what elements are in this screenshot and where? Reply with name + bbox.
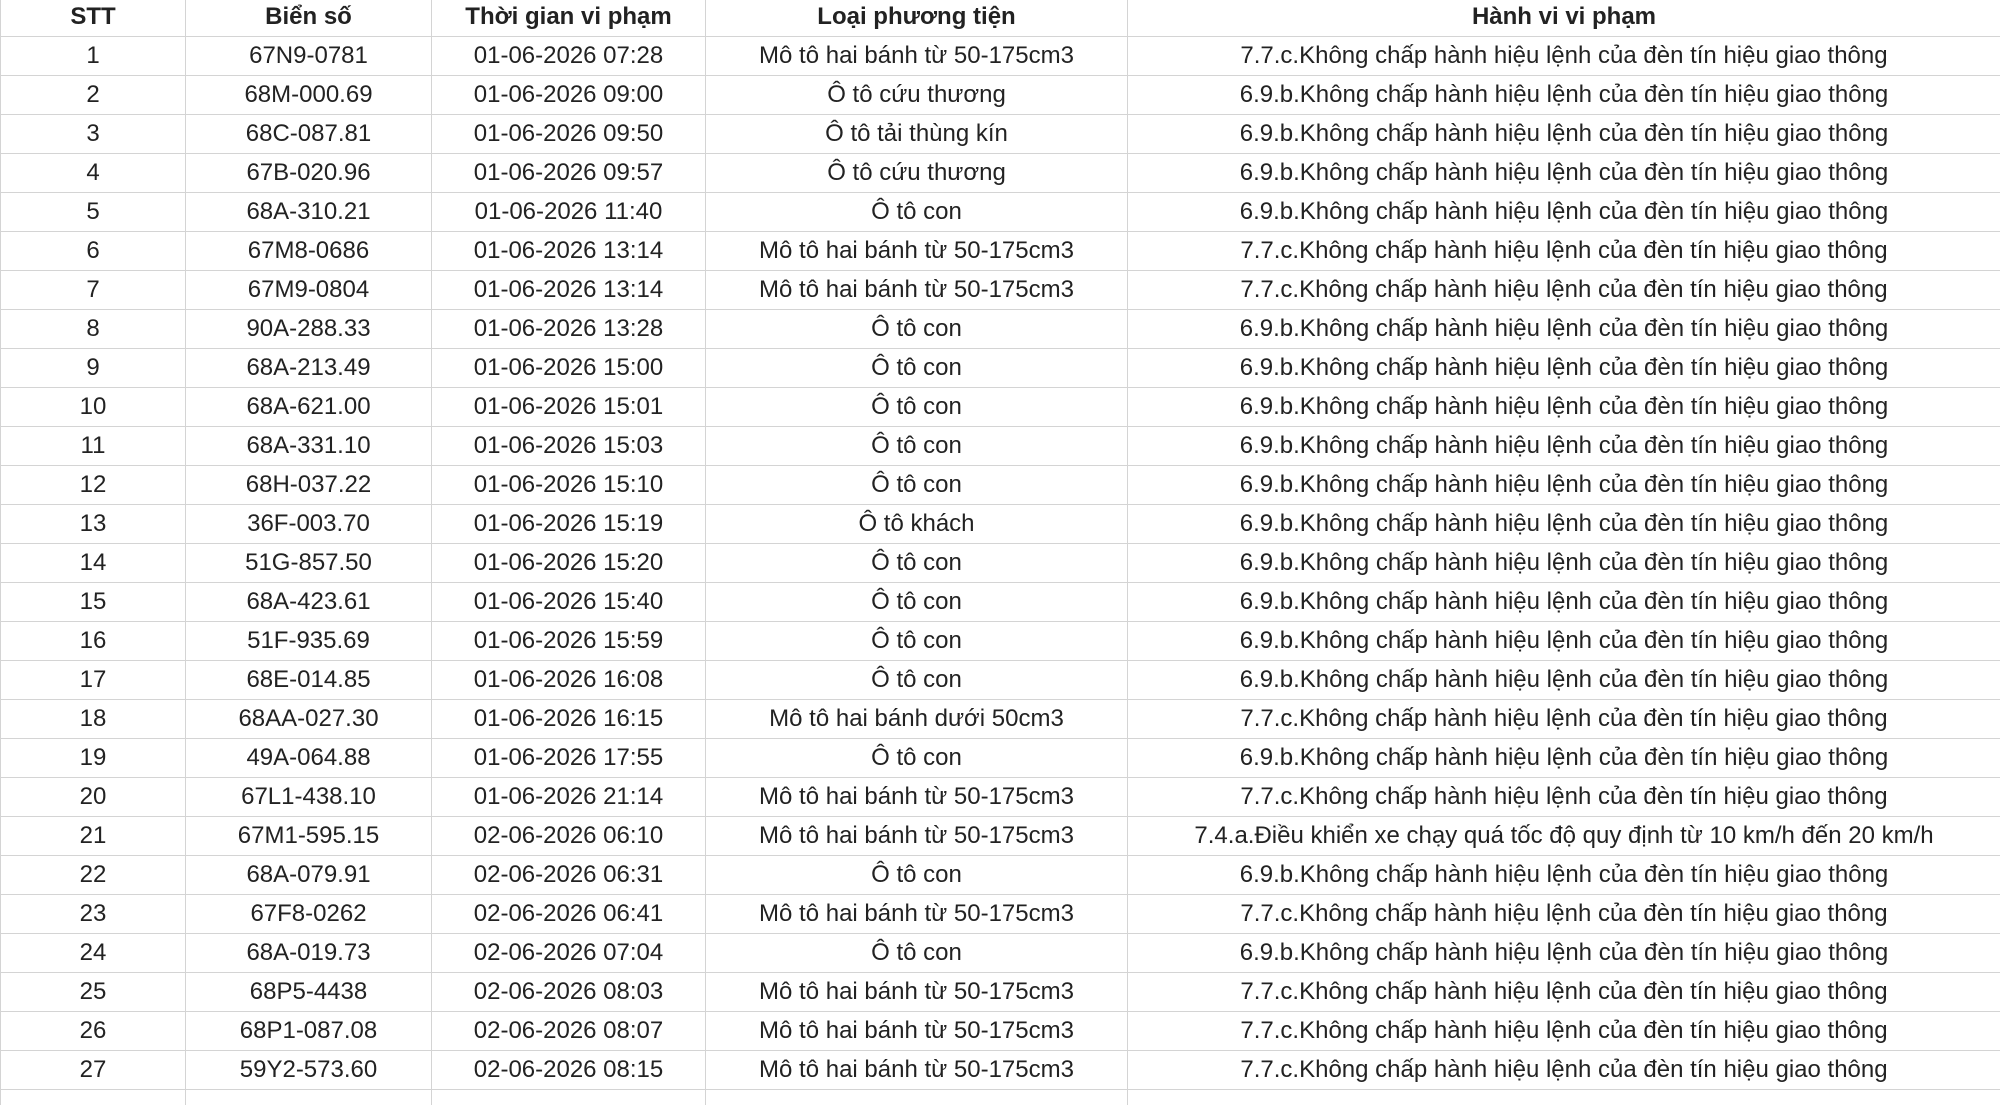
empty-cell[interactable] [432,1090,706,1105]
cell-vehicle-type[interactable]: Ô tô con [706,388,1128,427]
cell-violation[interactable]: 6.9.b.Không chấp hành hiệu lệnh của đèn tín hiệu giao thông [1128,76,2000,115]
table-row [1,622,2000,661]
cell-time[interactable]: 01-06-2026 07:28 [432,37,706,76]
cell-violation[interactable]: 7.7.c.Không chấp hành hiệu lệnh của đèn tín hiệu giao thông [1128,37,2000,76]
header-cell-plate[interactable]: Biển số [186,0,432,37]
table-row [1,856,2000,895]
cell-plate[interactable]: 68A-331.10 [186,427,432,466]
table-row [1,895,2000,934]
cell-stt[interactable]: 7 [1,271,186,310]
cell-plate[interactable]: 67F8-0262 [186,895,432,934]
cell-stt[interactable]: 26 [1,1012,186,1051]
cell-plate[interactable]: 68P5-4438 [186,973,432,1012]
cell-violation[interactable]: 6.9.b.Không chấp hành hiệu lệnh của đèn tín hiệu giao thông [1128,661,2000,700]
cell-vehicle-type[interactable]: Ô tô tải thùng kín [706,115,1128,154]
cell-stt[interactable]: 19 [1,739,186,778]
cell-plate[interactable]: 51F-935.69 [186,622,432,661]
cell-plate[interactable]: 67M9-0804 [186,271,432,310]
cell-time[interactable]: 01-06-2026 09:00 [432,76,706,115]
cell-time[interactable]: 01-06-2026 16:08 [432,661,706,700]
cell-stt[interactable]: 18 [1,700,186,739]
cell-plate[interactable]: 90A-288.33 [186,310,432,349]
cell-stt[interactable]: 2 [1,76,186,115]
cell-time[interactable]: 01-06-2026 15:19 [432,505,706,544]
cell-vehicle-type[interactable]: Mô tô hai bánh từ 50-175cm3 [706,778,1128,817]
cell-vehicle-type[interactable]: Ô tô con [706,739,1128,778]
cell-violation[interactable]: 6.9.b.Không chấp hành hiệu lệnh của đèn tín hiệu giao thông [1128,583,2000,622]
header-cell-violation[interactable]: Hành vi vi phạm [1128,0,2000,37]
cell-stt[interactable]: 6 [1,232,186,271]
empty-row [1,1090,2000,1105]
table-row [1,778,2000,817]
cell-violation[interactable]: 7.7.c.Không chấp hành hiệu lệnh của đèn tín hiệu giao thông [1128,1051,2000,1090]
table-row [1,271,2000,310]
cell-violation[interactable]: 7.7.c.Không chấp hành hiệu lệnh của đèn tín hiệu giao thông [1128,1012,2000,1051]
cell-time[interactable]: 01-06-2026 15:40 [432,583,706,622]
empty-cell[interactable] [1,1090,186,1105]
cell-plate[interactable]: 68A-621.00 [186,388,432,427]
cell-stt[interactable]: 23 [1,895,186,934]
cell-time[interactable]: 01-06-2026 17:55 [432,739,706,778]
table-row [1,661,2000,700]
cell-vehicle-type[interactable]: Mô tô hai bánh từ 50-175cm3 [706,1051,1128,1090]
cell-vehicle-type[interactable]: Ô tô con [706,856,1128,895]
table-row [1,934,2000,973]
cell-time[interactable]: 02-06-2026 06:10 [432,817,706,856]
cell-vehicle-type[interactable]: Ô tô con [706,349,1128,388]
table-row [1,232,2000,271]
cell-vehicle-type[interactable]: Ô tô con [706,583,1128,622]
table-row [1,1051,2000,1090]
cell-violation[interactable]: 6.9.b.Không chấp hành hiệu lệnh của đèn tín hiệu giao thông [1128,388,2000,427]
cell-time[interactable]: 01-06-2026 13:14 [432,271,706,310]
cell-violation[interactable]: 6.9.b.Không chấp hành hiệu lệnh của đèn tín hiệu giao thông [1128,154,2000,193]
cell-violation[interactable]: 6.9.b.Không chấp hành hiệu lệnh của đèn tín hiệu giao thông [1128,427,2000,466]
cell-violation[interactable]: 7.7.c.Không chấp hành hiệu lệnh của đèn tín hiệu giao thông [1128,700,2000,739]
table-row [1,349,2000,388]
cell-vehicle-type[interactable]: Mô tô hai bánh từ 50-175cm3 [706,271,1128,310]
cell-violation[interactable]: 6.9.b.Không chấp hành hiệu lệnh của đèn tín hiệu giao thông [1128,115,2000,154]
table-row [1,115,2000,154]
cell-vehicle-type[interactable]: Ô tô con [706,193,1128,232]
cell-stt[interactable]: 16 [1,622,186,661]
cell-vehicle-type[interactable]: Ô tô cứu thương [706,154,1128,193]
cell-plate[interactable]: 68P1-087.08 [186,1012,432,1051]
cell-stt[interactable]: 3 [1,115,186,154]
cell-stt[interactable]: 24 [1,934,186,973]
cell-stt[interactable]: 22 [1,856,186,895]
cell-vehicle-type[interactable]: Ô tô con [706,310,1128,349]
cell-time[interactable]: 01-06-2026 09:50 [432,115,706,154]
cell-plate[interactable]: 68AA-027.30 [186,700,432,739]
cell-stt[interactable]: 11 [1,427,186,466]
cell-time[interactable]: 02-06-2026 06:31 [432,856,706,895]
table-row [1,544,2000,583]
cell-stt[interactable]: 10 [1,388,186,427]
empty-cell[interactable] [1128,1090,2000,1105]
table-row [1,973,2000,1012]
cell-stt[interactable]: 12 [1,466,186,505]
cell-plate[interactable]: 68A-310.21 [186,193,432,232]
cell-vehicle-type[interactable]: Ô tô khách [706,505,1128,544]
cell-violation[interactable]: 7.7.c.Không chấp hành hiệu lệnh của đèn tín hiệu giao thông [1128,895,2000,934]
table-row [1,817,2000,856]
table-row [1,739,2000,778]
cell-time[interactable]: 01-06-2026 21:14 [432,778,706,817]
cell-plate[interactable]: 36F-003.70 [186,505,432,544]
cell-stt[interactable]: 21 [1,817,186,856]
cell-vehicle-type[interactable]: Mô tô hai bánh từ 50-175cm3 [706,232,1128,271]
cell-vehicle-type[interactable]: Ô tô cứu thương [706,76,1128,115]
cell-time[interactable]: 01-06-2026 11:40 [432,193,706,232]
cell-time[interactable]: 01-06-2026 13:28 [432,310,706,349]
cell-time[interactable]: 01-06-2026 16:15 [432,700,706,739]
cell-time[interactable]: 02-06-2026 06:41 [432,895,706,934]
table-row [1,388,2000,427]
table-row [1,700,2000,739]
cell-time[interactable]: 01-06-2026 15:01 [432,388,706,427]
table-row [1,37,2000,76]
cell-violation[interactable]: 6.9.b.Không chấp hành hiệu lệnh của đèn tín hiệu giao thông [1128,349,2000,388]
cell-time[interactable]: 01-06-2026 15:00 [432,349,706,388]
cell-time[interactable]: 02-06-2026 08:07 [432,1012,706,1051]
table-row [1,193,2000,232]
cell-plate[interactable]: 67N9-0781 [186,37,432,76]
cell-stt[interactable]: 15 [1,583,186,622]
cell-time[interactable]: 01-06-2026 15:03 [432,427,706,466]
cell-time[interactable]: 02-06-2026 07:04 [432,934,706,973]
header-cell-vehicle-type[interactable]: Loại phương tiện [706,0,1128,37]
cell-plate[interactable]: 59Y2-573.60 [186,1051,432,1090]
cell-vehicle-type[interactable]: Mô tô hai bánh từ 50-175cm3 [706,817,1128,856]
cell-stt[interactable]: 25 [1,973,186,1012]
cell-vehicle-type[interactable]: Mô tô hai bánh dưới 50cm3 [706,700,1128,739]
cell-time[interactable]: 01-06-2026 13:14 [432,232,706,271]
cell-violation[interactable]: 6.9.b.Không chấp hành hiệu lệnh của đèn tín hiệu giao thông [1128,856,2000,895]
cell-plate[interactable]: 68M-000.69 [186,76,432,115]
header-cell-stt[interactable]: STT [1,0,186,37]
cell-plate[interactable]: 67M8-0686 [186,232,432,271]
table-row [1,76,2000,115]
table-row [1,154,2000,193]
cell-vehicle-type[interactable]: Ô tô con [706,934,1128,973]
cell-vehicle-type[interactable]: Mô tô hai bánh từ 50-175cm3 [706,895,1128,934]
cell-violation[interactable]: 7.4.a.Điều khiển xe chạy quá tốc độ quy định từ 10 km/h đến 20 km/h [1128,817,2000,856]
cell-vehicle-type[interactable]: Ô tô con [706,661,1128,700]
empty-cell[interactable] [706,1090,1128,1105]
cell-plate[interactable]: 49A-064.88 [186,739,432,778]
cell-plate[interactable]: 68A-423.61 [186,583,432,622]
cell-plate[interactable]: 68E-014.85 [186,661,432,700]
cell-vehicle-type[interactable]: Ô tô con [706,544,1128,583]
cell-stt[interactable]: 9 [1,349,186,388]
cell-stt[interactable]: 8 [1,310,186,349]
header-cell-time[interactable]: Thời gian vi phạm [432,0,706,37]
cell-plate[interactable]: 68A-019.73 [186,934,432,973]
cell-violation[interactable]: 6.9.b.Không chấp hành hiệu lệnh của đèn tín hiệu giao thông [1128,505,2000,544]
cell-plate[interactable]: 68C-087.81 [186,115,432,154]
cell-violation[interactable]: 6.9.b.Không chấp hành hiệu lệnh của đèn tín hiệu giao thông [1128,193,2000,232]
table-row [1,583,2000,622]
cell-time[interactable]: 01-06-2026 15:20 [432,544,706,583]
cell-violation[interactable]: 7.7.c.Không chấp hành hiệu lệnh của đèn tín hiệu giao thông [1128,232,2000,271]
empty-cell[interactable] [186,1090,432,1105]
table-row [1,466,2000,505]
cell-stt[interactable]: 5 [1,193,186,232]
cell-plate[interactable]: 68A-079.91 [186,856,432,895]
cell-vehicle-type[interactable]: Mô tô hai bánh từ 50-175cm3 [706,37,1128,76]
cell-plate[interactable]: 67B-020.96 [186,154,432,193]
table-row [1,1012,2000,1051]
cell-stt[interactable]: 14 [1,544,186,583]
cell-vehicle-type[interactable]: Ô tô con [706,427,1128,466]
cell-stt[interactable]: 27 [1,1051,186,1090]
cell-violation[interactable]: 7.7.c.Không chấp hành hiệu lệnh của đèn tín hiệu giao thông [1128,778,2000,817]
cell-violation[interactable]: 6.9.b.Không chấp hành hiệu lệnh của đèn tín hiệu giao thông [1128,544,2000,583]
cell-vehicle-type[interactable]: Mô tô hai bánh từ 50-175cm3 [706,1012,1128,1051]
cell-plate[interactable]: 68H-037.22 [186,466,432,505]
cell-vehicle-type[interactable]: Ô tô con [706,466,1128,505]
header-row [1,0,2000,37]
cell-stt[interactable]: 4 [1,154,186,193]
cell-stt[interactable]: 13 [1,505,186,544]
table-row [1,310,2000,349]
cell-vehicle-type[interactable]: Ô tô con [706,622,1128,661]
table-row [1,427,2000,466]
cell-violation[interactable]: 7.7.c.Không chấp hành hiệu lệnh của đèn tín hiệu giao thông [1128,271,2000,310]
cell-violation[interactable]: 7.7.c.Không chấp hành hiệu lệnh của đèn tín hiệu giao thông [1128,973,2000,1012]
cell-violation[interactable]: 6.9.b.Không chấp hành hiệu lệnh của đèn tín hiệu giao thông [1128,622,2000,661]
cell-plate[interactable]: 67L1-438.10 [186,778,432,817]
cell-plate[interactable]: 67M1-595.15 [186,817,432,856]
cell-time[interactable]: 01-06-2026 15:10 [432,466,706,505]
table-row [1,505,2000,544]
cell-stt[interactable]: 17 [1,661,186,700]
cell-time[interactable]: 01-06-2026 09:57 [432,154,706,193]
cell-violation[interactable]: 6.9.b.Không chấp hành hiệu lệnh của đèn tín hiệu giao thông [1128,934,2000,973]
cell-plate[interactable]: 51G-857.50 [186,544,432,583]
cell-violation[interactable]: 6.9.b.Không chấp hành hiệu lệnh của đèn tín hiệu giao thông [1128,310,2000,349]
cell-violation[interactable]: 6.9.b.Không chấp hành hiệu lệnh của đèn tín hiệu giao thông [1128,466,2000,505]
cell-time[interactable]: 01-06-2026 15:59 [432,622,706,661]
cell-time[interactable]: 02-06-2026 08:03 [432,973,706,1012]
cell-violation[interactable]: 6.9.b.Không chấp hành hiệu lệnh của đèn tín hiệu giao thông [1128,739,2000,778]
cell-time[interactable]: 02-06-2026 08:15 [432,1051,706,1090]
cell-plate[interactable]: 68A-213.49 [186,349,432,388]
cell-stt[interactable]: 1 [1,37,186,76]
table-body [1,37,2000,1105]
cell-stt[interactable]: 20 [1,778,186,817]
cell-vehicle-type[interactable]: Mô tô hai bánh từ 50-175cm3 [706,973,1128,1012]
